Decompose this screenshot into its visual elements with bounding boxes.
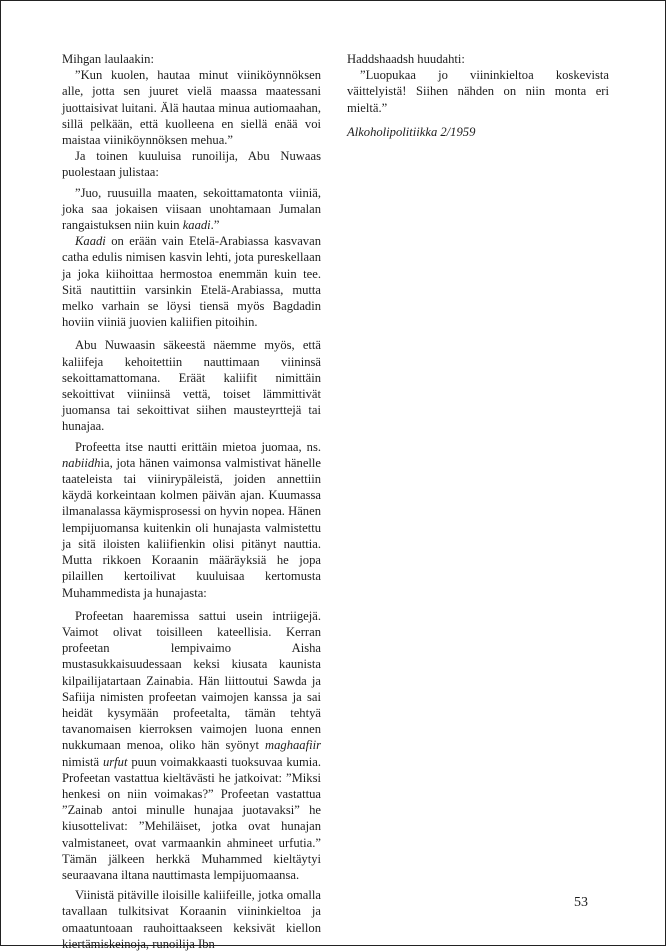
- italic-term: urfut: [102, 754, 128, 769]
- paragraph: [62, 439, 321, 601]
- source-citation: Alkoholipolitiikka 2/1959: [347, 124, 476, 139]
- paragraph: Ja toinen kuuluisa runoilija, Abu Nuwaas puolestaan julistaa:: [62, 149, 321, 180]
- text-run: ”Juo, ruusuilla maaten, sekoittamatonta viiniä, joka saa jokaisen viisaan unohtamaan Jumalan rangaistuksen niin kuin: [62, 185, 321, 233]
- text-run: ia, jota hänen vaimonsa valmistivat hänelle taateleista tai viinirypäleistä, joiden annettiin käydä korkeintaan kolmen päivän ajan. Kuumassa ilmanalassa käymisprosessi on hyvin nopea. Hänen lempijuomansa kuitenkin oli hunajasta valmistettu ja sitä iloisten kaliifienkin olisi pitänyt nauttia. Mutta rikkoen Koraanin määräyksiä he jopa pilaillen kertoilivat kuuluisaa kertomusta Muhammedista ja hunajasta:: [62, 455, 321, 600]
- text-run: Profeetta itse nautti erittäin mietoa juomaa, ns.: [75, 439, 321, 454]
- left-column: [62, 51, 321, 952]
- poem-quote: ”Luopukaa jo viininkieltoa koskevista väittelyistä! Siihen nähden on niin monta eri mieltä.”: [347, 68, 609, 115]
- poem-quote: ”Kun kuolen, hautaa minut viiniköynnöksen alle, jotta sen juuret vielä maassa maatessani juottaisivat luitani. Älä hautaa minua autiomaahan, sillä pelkään, että kuolleena en siellä enää voi maistaa viiniköynnöksen mehua.”: [62, 68, 321, 148]
- right-column: [347, 51, 609, 140]
- paragraph: Abu Nuwaasin säkeestä näemme myös, että kaliifeja kehoitettiin nauttimaan viininsä sekoittamattomana. Eräät kaliifit nimittäin sekoittivat viiniinsä vettä, toiset lämmittivät juomansa tai sekoittivat siihen mausteyrttejä tai hunajaa.: [62, 338, 321, 434]
- italic-term: kaadi: [182, 218, 211, 233]
- text-run: Profeetan haaremissa sattui usein intriigejä. Vaimot olivat toisilleen kateellisia. Kerran profeetan lempivaimo Aisha mustasukkaisuudessaan keksi kiusata kaunista kilpailijatartaan Zainabia. Hän liittoutui Sawda ja Safiija nimisten profeetan vaimojen kanssa ja sai heidät kysymään profeetalta, tämän tehtyä tavanomaisen kierroksen vaimojen luona ennen nukkumaan menoa, oliko hän syönyt: [62, 608, 321, 753]
- italic-term: nabiidh: [62, 455, 101, 470]
- text-run: puun voimakkaasti tuoksuvaa kumia. Profeetan vastattua kieltävästi he jatkoivat: ”Miksi henkesi on niin voimakas?” Profeetan vastattua ”Zainab antoi minulle hunajaa juotavaksi” he kiusottelivat: ”Mehiläiset, jotka ovat hunajan valmistaneet, ovat varmaankin ahmineet urfutia.” Tämän jälkeen herkkä Muhammed kieltäytyi seuraavana iltana nauttimasta lempijuomaansa.: [62, 754, 322, 882]
- text-run: nimistä: [62, 754, 103, 769]
- page-number: 53: [574, 895, 588, 910]
- italic-term: maghaafiir: [265, 738, 321, 753]
- italic-term: Kaadi: [75, 234, 106, 249]
- text-run: on erään vain Etelä-Arabiassa kasvavan catha edulis nimisen kasvin lehti, jota pureskellaan ja joka kiihoittaa hermostoa enemmän kuin tee. Sitä nautittiin varsinkin Etelä-Arabiassa, mutta melko varhain se löysi tiensä myös Bagdadin hoviin viiniä juovien kaliifien pitoihin.: [62, 234, 321, 330]
- paragraph: Viinistä pitäville iloisille kaliifeille, jotka omalla tavallaan tulkitsivat Koraanin viininkieltoa ja omaatuntoaan rauhoittaakseen keksivät kiellon kiertämiskeinoja, runoilija Ibn: [62, 888, 321, 951]
- poem-quote: [62, 185, 321, 234]
- paragraph: [62, 233, 321, 330]
- paragraph: Mihgan laulaakin:: [62, 52, 154, 66]
- paragraph: [62, 608, 321, 883]
- paragraph: Haddshaadsh huudahti:: [347, 52, 465, 66]
- text-run: .”: [210, 218, 220, 233]
